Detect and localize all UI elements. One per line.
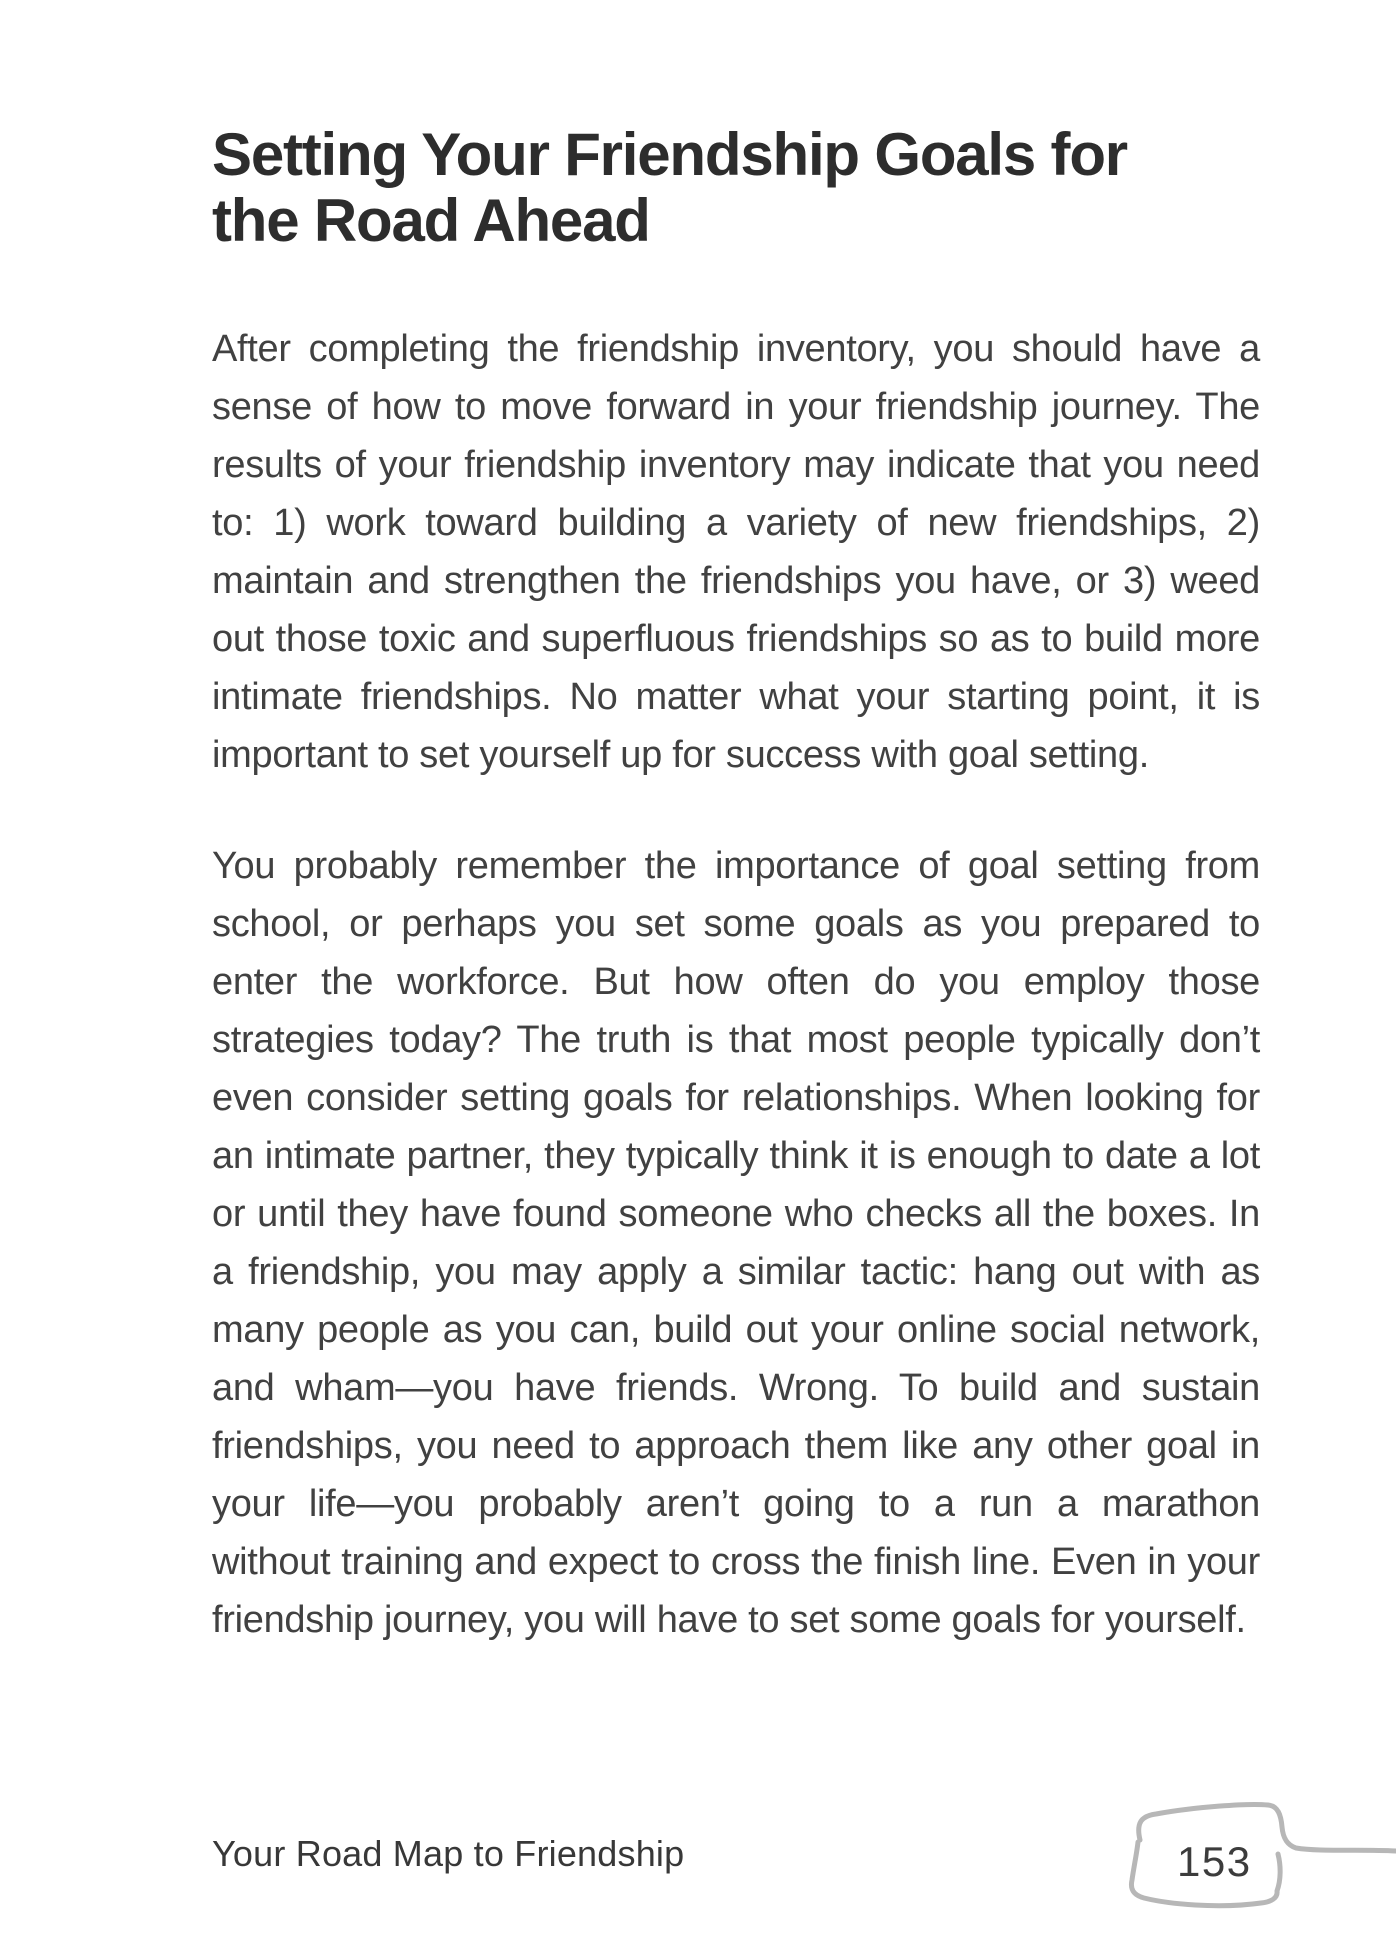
page-number-tab	[1120, 1790, 1396, 1950]
page-title-line-1: Setting Your Friendship Goals for	[212, 121, 1127, 188]
body-paragraph-2: You probably remember the importance of goal setting from school, or perhaps you set some goals as you prepared to enter the workforce. But how often do you employ those strategies today? The truth is that most people typically don’t even consider setting goals for relationships. When looking for an intimate partner, they typically think it is enough to date a lot or until they have found someone who checks all the boxes. In a friendship, you may apply a similar tactic: hang out with as many people as you can, build out your online social network, and wham—you have friends. Wrong. To build and sustain friendships, you need to approach them like any other goal in your life—you probably aren’t going to a run a marathon without training and expect to cross the finish line. Even in your friendship journey, you will have to set some goals for yourself.	[212, 845, 1260, 1641]
running-title: Your Road Map to Friendship	[212, 1833, 685, 1874]
page-title-line-2: the Road Ahead	[212, 187, 650, 254]
page-title	[212, 122, 1127, 254]
page-number: 153	[1177, 1838, 1252, 1885]
body-text-column	[212, 320, 1260, 1702]
page-number-tab-sketch	[1120, 1790, 1396, 1950]
body-paragraph-1: After completing the friendship inventory, you should have a sense of how to move forward in your friendship journey. The results of your friendship inventory may indicate that you need to: 1) work toward building a variety of new friendships, 2) maintain and strengthen the friendships you have, or 3) weed out those toxic and superfluous friendships so as to build more intimate friendships. No matter what your starting point, it is important to set yourself up for success with goal setting.	[212, 328, 1260, 776]
